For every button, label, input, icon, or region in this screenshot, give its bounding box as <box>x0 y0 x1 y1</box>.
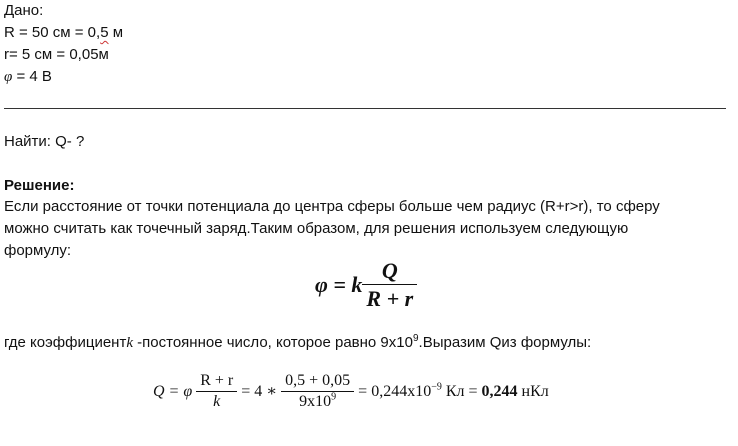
formula-potential-fraction <box>362 258 417 312</box>
formula-charge-f2-numerator: 0,5 + 0,05 <box>285 372 351 389</box>
fraction-bar <box>196 391 237 392</box>
fraction-bar <box>362 284 417 285</box>
coefficient-line <box>4 332 591 354</box>
result-unit-nano: нКл <box>517 383 549 401</box>
divider-line <box>4 108 726 109</box>
formula-charge-mid: = 4 ∗ <box>241 383 278 401</box>
coefficient-before: где коэффициент <box>4 334 127 351</box>
find-line: Найти: Q- ? <box>4 133 85 150</box>
formula-potential-lhs: φ = k <box>315 272 363 298</box>
given-radius-wavy-digit: 5 <box>100 24 109 41</box>
given-line-small-radius: r= 5 см = 0,05м <box>4 46 109 63</box>
f2-den-exponent: 9 <box>331 392 337 404</box>
coefficient-after: .Выразим Qиз формулы: <box>418 334 592 351</box>
coefficient-k: k <box>126 335 133 351</box>
result-base: = 0,244x10 <box>358 383 432 401</box>
formula-potential-numerator: Q <box>381 258 398 283</box>
given-potential-value: = 4 В <box>12 68 52 85</box>
formula-charge-fraction-1 <box>196 372 237 412</box>
result-exponent: −9 <box>431 382 442 394</box>
formula-charge-lhs: Q = φ <box>153 383 193 401</box>
formula-potential-denominator: R + r <box>366 286 414 312</box>
coefficient-exponent: 9 <box>412 333 419 344</box>
given-phi-symbol: φ <box>4 69 13 85</box>
given-header: Дано: <box>4 2 44 19</box>
solution-paragraph-line-1: Если расстояние от точки потенциала до центра сферы больше чем радиус (R+r>r), то сферу <box>4 198 660 215</box>
coefficient-middle: -постоянное число, которое равно 9х10 <box>133 334 413 351</box>
formula-charge-f1-numerator: R + r <box>200 372 234 389</box>
solution-heading: Решение: <box>4 177 75 194</box>
given-radius-suffix: м <box>108 24 124 41</box>
formula-potential <box>315 258 417 312</box>
given-line-radius <box>4 22 123 43</box>
f2-den-base: 9x10 <box>299 393 332 411</box>
given-radius-prefix: R = 50 см = 0, <box>4 24 101 41</box>
formula-charge-f1-denominator: k <box>213 393 221 411</box>
result-unit: Кл = <box>441 383 482 401</box>
result-bold-value: 0,244 <box>481 383 518 401</box>
solution-paragraph-line-3: формулу: <box>4 242 72 259</box>
formula-charge <box>153 372 549 412</box>
formula-charge-result <box>358 381 549 402</box>
solution-paragraph-line-2: можно считать как точечный заряд.Таким образом, для решения используем следующую <box>4 220 629 237</box>
formula-charge-fraction-2 <box>281 372 354 412</box>
formula-charge-f2-denominator <box>295 393 340 411</box>
given-line-potential <box>4 66 52 88</box>
